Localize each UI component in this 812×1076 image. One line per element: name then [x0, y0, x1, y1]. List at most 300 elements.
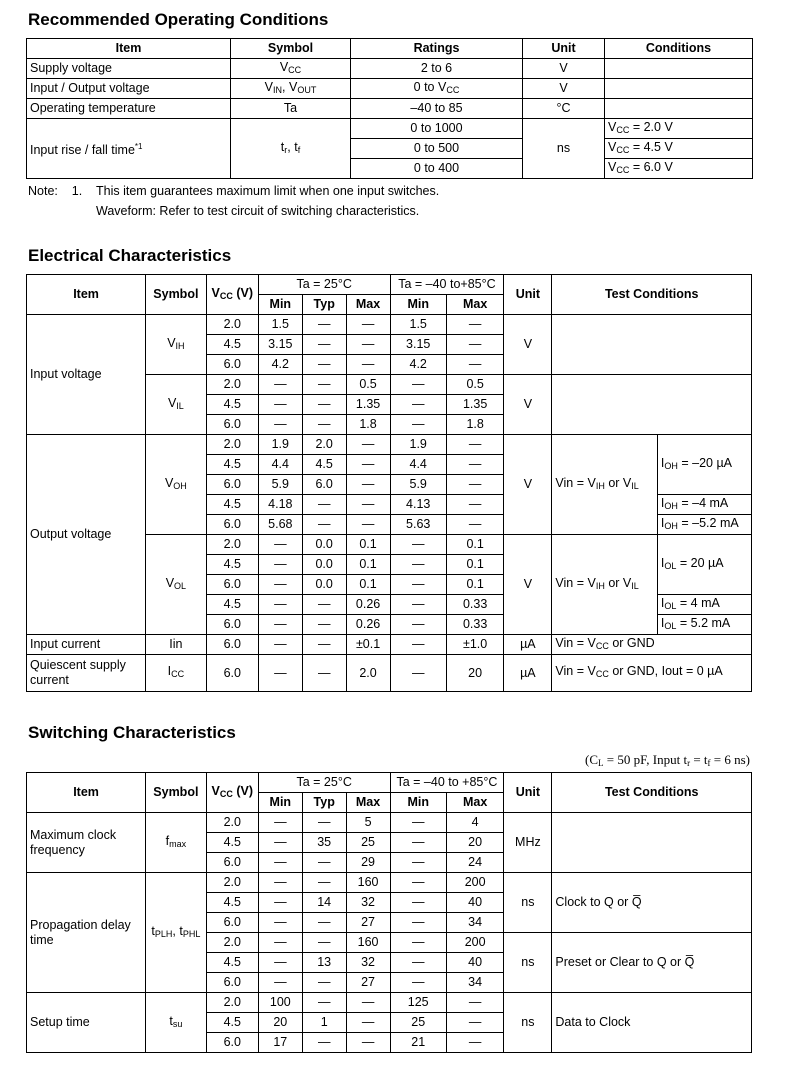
max-range-cell: 0.1 — [446, 535, 503, 555]
recommended-conditions-table — [26, 38, 753, 179]
unit-cell: V — [504, 435, 552, 535]
min-25-cell: 3.15 — [258, 335, 302, 355]
unit-cell: ns — [523, 119, 605, 179]
item-cell: Setup time — [27, 993, 146, 1053]
test-condition-cell: Vin = $V_{CC}$ or GND, Iout = 0 µA — [552, 655, 752, 692]
header-ta-range: Ta = –40 to +85°C — [390, 773, 504, 793]
vcc-cell: 6.0 — [206, 1033, 258, 1053]
min-25-cell: 1.9 — [258, 435, 302, 455]
vcc-cell: 6.0 — [206, 475, 258, 495]
min-range-cell: — — [390, 833, 446, 853]
min-range-cell: — — [390, 873, 446, 893]
min-25-cell: — — [258, 813, 302, 833]
symbol-cell: Iin — [146, 635, 207, 655]
item-cell: Operating temperature — [27, 99, 231, 119]
max-25-cell: 1.35 — [346, 395, 390, 415]
max-range-cell: 40 — [446, 953, 503, 973]
condition-cell: $V_{CC} = 2.0$ V — [605, 119, 753, 139]
typ-25-cell: — — [302, 973, 346, 993]
header-vcc-label: $V_{CC}$ (V) — [211, 285, 253, 301]
min-range-cell: — — [390, 813, 446, 833]
typ-25-cell: — — [302, 415, 346, 435]
header-item: Item — [27, 773, 146, 813]
typ-25-cell: — — [302, 993, 346, 1013]
min-25-cell: — — [258, 615, 302, 635]
header-unit: Unit — [504, 773, 552, 813]
max-25-cell: 5 — [346, 813, 390, 833]
max-25-cell: 0.5 — [346, 375, 390, 395]
max-range-cell: 1.8 — [446, 415, 503, 435]
symbol-cell: $V_{IN}$, $V_{OUT}$ — [231, 79, 351, 99]
vcc-cell: 4.5 — [206, 833, 258, 853]
test-condition-cell: Vin = $V_{IH}$ or $V_{IL}$ — [552, 435, 658, 535]
item-cell: Supply voltage — [27, 59, 231, 79]
header-max: Max — [346, 793, 390, 813]
unit-cell: V — [523, 59, 605, 79]
header-symbol: Symbol — [146, 275, 207, 315]
vcc-cell: 2.0 — [206, 315, 258, 335]
max-range-cell: ±1.0 — [446, 635, 503, 655]
symbol-cell: $t_{PLH}$, $t_{PHL}$ — [146, 873, 207, 993]
min-range-cell: 4.13 — [390, 495, 446, 515]
rating-cell: 0 to 1000 — [351, 119, 523, 139]
test-condition-cell — [552, 813, 752, 873]
typ-25-cell: — — [302, 913, 346, 933]
max-range-cell: 20 — [446, 833, 503, 853]
condition-cell: $V_{CC} = 4.5$ V — [605, 139, 753, 159]
min-25-cell: — — [258, 375, 302, 395]
header-test-conditions: Test Conditions — [552, 773, 752, 813]
typ-25-cell: — — [302, 375, 346, 395]
typ-25-cell: — — [302, 395, 346, 415]
min-range-cell: — — [390, 893, 446, 913]
min-range-cell: 1.9 — [390, 435, 446, 455]
symbol-cell: $V_{CC}$ — [231, 59, 351, 79]
symbol-cell: $V_{IL}$ — [146, 375, 207, 435]
max-25-cell: — — [346, 435, 390, 455]
table-row — [27, 655, 752, 692]
typ-25-cell: 35 — [302, 833, 346, 853]
switching-title: Switching Characteristics — [28, 723, 236, 742]
table-header-row — [27, 275, 752, 295]
electrical-characteristics-table — [26, 274, 752, 692]
max-25-cell: — — [346, 335, 390, 355]
vcc-cell: 2.0 — [206, 375, 258, 395]
typ-25-cell: 2.0 — [302, 435, 346, 455]
max-25-cell: — — [346, 495, 390, 515]
typ-25-cell: 13 — [302, 953, 346, 973]
typ-25-cell: — — [302, 335, 346, 355]
table-row — [27, 59, 753, 79]
note-line-1: This item guarantees maximum limit when one input switches. — [96, 184, 440, 198]
symbol-cell: $f_{max}$ — [146, 813, 207, 873]
header-ta-range: Ta = –40 to+85°C — [390, 275, 504, 295]
typ-25-cell: — — [302, 615, 346, 635]
typ-25-cell: — — [302, 813, 346, 833]
min-25-cell: 4.2 — [258, 355, 302, 375]
max-range-cell: 34 — [446, 973, 503, 993]
header-typ: Typ — [302, 793, 346, 813]
min-25-cell: — — [258, 913, 302, 933]
max-25-cell: 2.0 — [346, 655, 390, 692]
vcc-cell: 4.5 — [206, 953, 258, 973]
header-item: Item — [27, 39, 231, 59]
item-cell: Quiescent supply current — [27, 655, 146, 692]
test-condition-cell: Preset or Clear to Q or Q̅ — [552, 933, 752, 993]
unit-cell: V — [504, 375, 552, 435]
min-range-cell: 125 — [390, 993, 446, 1013]
typ-25-cell: — — [302, 315, 346, 335]
header-unit: Unit — [504, 275, 552, 315]
typ-25-cell: — — [302, 655, 346, 692]
header-ratings: Ratings — [351, 39, 523, 59]
typ-25-cell: 6.0 — [302, 475, 346, 495]
note-number: 1. — [71, 184, 83, 198]
condition-cell: $V_{CC} = 6.0$ V — [605, 159, 753, 179]
header-min: Min — [258, 793, 302, 813]
max-range-cell: 0.5 — [446, 375, 503, 395]
min-range-cell: — — [390, 575, 446, 595]
header-typ: Typ — [302, 295, 346, 315]
max-range-cell: 0.1 — [446, 555, 503, 575]
min-range-cell: 25 — [390, 1013, 446, 1033]
min-25-cell: — — [258, 833, 302, 853]
min-25-cell: — — [258, 655, 302, 692]
item-cell: Maximum clock frequency — [27, 813, 146, 873]
unit-cell: V — [504, 315, 552, 375]
symbol-cell: Ta — [231, 99, 351, 119]
max-range-cell: — — [446, 435, 503, 455]
max-range-cell: 4 — [446, 813, 503, 833]
min-25-cell: 20 — [258, 1013, 302, 1033]
header-symbol: Symbol — [231, 39, 351, 59]
note-line-2: Waveform: Refer to test circuit of switching characteristics. — [96, 204, 420, 218]
unit-cell: ns — [504, 933, 552, 993]
recommended-note — [28, 181, 439, 221]
min-25-cell: — — [258, 595, 302, 615]
vcc-cell: 6.0 — [206, 973, 258, 993]
sub-condition-cell: $I_{OL} = 5.2$ mA — [657, 615, 751, 635]
min-range-cell: — — [390, 913, 446, 933]
max-range-cell: — — [446, 335, 503, 355]
min-range-cell: — — [390, 615, 446, 635]
max-range-cell: — — [446, 515, 503, 535]
max-range-cell: 34 — [446, 913, 503, 933]
item-cell: Input current — [27, 635, 146, 655]
vcc-cell: 4.5 — [206, 395, 258, 415]
max-25-cell: 25 — [346, 833, 390, 853]
table-row — [27, 119, 753, 139]
min-range-cell: — — [390, 555, 446, 575]
symbol-cell: $V_{IH}$ — [146, 315, 207, 375]
item-cell: Input rise / fall time$^{*1}$ — [27, 119, 231, 179]
test-condition-cell: Data to Clock — [552, 993, 752, 1053]
min-range-cell: 5.9 — [390, 475, 446, 495]
max-25-cell: 32 — [346, 893, 390, 913]
condition-cell — [605, 59, 753, 79]
max-25-cell: — — [346, 1033, 390, 1053]
max-25-cell: 160 — [346, 873, 390, 893]
sub-condition-cell: $I_{OH} = -5.2$ mA — [657, 515, 751, 535]
vcc-cell: 6.0 — [206, 655, 258, 692]
max-range-cell: 20 — [446, 655, 503, 692]
header-conditions: Conditions — [605, 39, 753, 59]
vcc-cell: 6.0 — [206, 355, 258, 375]
max-25-cell: 0.1 — [346, 555, 390, 575]
note-label: Note: — [28, 184, 58, 198]
rating-cell: –40 to 85 — [351, 99, 523, 119]
typ-25-cell: — — [302, 873, 346, 893]
min-25-cell: 100 — [258, 993, 302, 1013]
typ-25-cell: — — [302, 495, 346, 515]
max-range-cell: — — [446, 475, 503, 495]
max-25-cell: 1.8 — [346, 415, 390, 435]
condition-cell — [605, 99, 753, 119]
min-range-cell: — — [390, 953, 446, 973]
sub-condition-cell: $I_{OH} = -4$ mA — [657, 495, 751, 515]
max-range-cell: — — [446, 355, 503, 375]
header-vcc — [206, 773, 258, 813]
typ-25-cell: — — [302, 515, 346, 535]
min-25-cell: — — [258, 933, 302, 953]
min-25-cell: — — [258, 853, 302, 873]
max-range-cell: 40 — [446, 893, 503, 913]
unit-cell: ns — [504, 993, 552, 1053]
header-min: Min — [390, 793, 446, 813]
max-range-cell: — — [446, 315, 503, 335]
min-range-cell: — — [390, 395, 446, 415]
header-ta25: Ta = 25°C — [258, 275, 390, 295]
min-range-cell: — — [390, 933, 446, 953]
vcc-cell: 2.0 — [206, 933, 258, 953]
max-range-cell: — — [446, 1033, 503, 1053]
vcc-cell: 4.5 — [206, 595, 258, 615]
min-25-cell: — — [258, 575, 302, 595]
max-25-cell: 32 — [346, 953, 390, 973]
min-range-cell: — — [390, 655, 446, 692]
max-25-cell: — — [346, 475, 390, 495]
min-25-cell: 4.18 — [258, 495, 302, 515]
symbol-cell: $V_{OH}$ — [146, 435, 207, 535]
unit-cell: °C — [523, 99, 605, 119]
max-25-cell: 27 — [346, 973, 390, 993]
min-range-cell: — — [390, 535, 446, 555]
max-range-cell: 24 — [446, 853, 503, 873]
min-25-cell: — — [258, 635, 302, 655]
table-row — [27, 635, 752, 655]
header-ta25: Ta = 25°C — [258, 773, 390, 793]
vcc-cell: 6.0 — [206, 853, 258, 873]
symbol-cell: $V_{OL}$ — [146, 535, 207, 635]
max-range-cell: 200 — [446, 873, 503, 893]
max-range-cell: — — [446, 455, 503, 475]
sub-condition-cell: $I_{OL} = 4$ mA — [657, 595, 751, 615]
vcc-cell: 6.0 — [206, 615, 258, 635]
header-min: Min — [258, 295, 302, 315]
min-25-cell: 5.68 — [258, 515, 302, 535]
max-range-cell: 0.1 — [446, 575, 503, 595]
test-condition-cell — [552, 315, 752, 375]
header-max: Max — [346, 295, 390, 315]
header-unit: Unit — [523, 39, 605, 59]
typ-25-cell: 14 — [302, 893, 346, 913]
min-range-cell: 21 — [390, 1033, 446, 1053]
item-cell: Input voltage — [27, 315, 146, 435]
min-range-cell: 4.2 — [390, 355, 446, 375]
min-25-cell: — — [258, 415, 302, 435]
max-25-cell: — — [346, 993, 390, 1013]
max-25-cell: 0.26 — [346, 595, 390, 615]
vcc-cell: 4.5 — [206, 893, 258, 913]
typ-25-cell: 1 — [302, 1013, 346, 1033]
max-range-cell: — — [446, 993, 503, 1013]
switching-characteristics-table — [26, 772, 752, 1053]
max-range-cell: — — [446, 1013, 503, 1033]
typ-25-cell: 4.5 — [302, 455, 346, 475]
sub-condition-cell: $I_{OH} = -20$ µA — [657, 435, 751, 495]
header-max: Max — [446, 295, 503, 315]
max-25-cell: 0.26 — [346, 615, 390, 635]
typ-25-cell: — — [302, 1033, 346, 1053]
min-25-cell: 4.4 — [258, 455, 302, 475]
typ-25-cell: — — [302, 635, 346, 655]
rating-cell: 2 to 6 — [351, 59, 523, 79]
switching-condition-note: ($C_L = 50$ pF, Input $t_r = t_f = 6$ ns) — [584, 752, 750, 768]
vcc-cell: 4.5 — [206, 555, 258, 575]
table-row — [27, 435, 752, 455]
table-row — [27, 993, 752, 1013]
max-range-cell: 1.35 — [446, 395, 503, 415]
vcc-cell: 6.0 — [206, 635, 258, 655]
min-range-cell: — — [390, 853, 446, 873]
typ-25-cell: — — [302, 355, 346, 375]
rating-cell: 0 to 400 — [351, 159, 523, 179]
vcc-cell: 2.0 — [206, 813, 258, 833]
max-25-cell: — — [346, 515, 390, 535]
unit-cell: ns — [504, 873, 552, 933]
test-condition-cell: Vin = $V_{IH}$ or $V_{IL}$ — [552, 535, 658, 635]
rating-cell: 0 to 500 — [351, 139, 523, 159]
max-25-cell: — — [346, 315, 390, 335]
typ-25-cell: 0.0 — [302, 555, 346, 575]
item-cell: Output voltage — [27, 435, 146, 635]
vcc-cell: 6.0 — [206, 415, 258, 435]
max-25-cell: 0.1 — [346, 535, 390, 555]
vcc-cell: 6.0 — [206, 575, 258, 595]
max-25-cell: — — [346, 1013, 390, 1033]
max-range-cell: 0.33 — [446, 615, 503, 635]
table-row — [27, 873, 752, 893]
max-25-cell: 160 — [346, 933, 390, 953]
min-range-cell: — — [390, 595, 446, 615]
min-25-cell: 17 — [258, 1033, 302, 1053]
rating-cell: 0 to $V_{CC}$ — [351, 79, 523, 99]
header-vcc-label: $V_{CC}$ (V) — [211, 783, 253, 799]
min-range-cell: — — [390, 973, 446, 993]
min-25-cell: — — [258, 535, 302, 555]
unit-cell: V — [504, 535, 552, 635]
table-row — [27, 813, 752, 833]
min-range-cell: — — [390, 375, 446, 395]
vcc-cell: 4.5 — [206, 495, 258, 515]
electrical-title: Electrical Characteristics — [28, 246, 232, 265]
min-range-cell: 3.15 — [390, 335, 446, 355]
max-25-cell: ±0.1 — [346, 635, 390, 655]
max-range-cell: — — [446, 495, 503, 515]
typ-25-cell: — — [302, 853, 346, 873]
max-25-cell: 0.1 — [346, 575, 390, 595]
test-condition-cell: Vin = $V_{CC}$ or GND — [552, 635, 752, 655]
min-range-cell: 1.5 — [390, 315, 446, 335]
min-range-cell: — — [390, 635, 446, 655]
unit-cell: µA — [504, 635, 552, 655]
vcc-cell: 4.5 — [206, 335, 258, 355]
min-25-cell: 5.9 — [258, 475, 302, 495]
min-range-cell: — — [390, 415, 446, 435]
unit-cell: V — [523, 79, 605, 99]
sub-condition-cell: $I_{OL} = 20$ µA — [657, 535, 751, 595]
table-header-row — [27, 39, 753, 59]
min-25-cell: — — [258, 953, 302, 973]
unit-cell: MHz — [504, 813, 552, 873]
min-25-cell: — — [258, 555, 302, 575]
vcc-cell: 4.5 — [206, 1013, 258, 1033]
table-row — [27, 315, 752, 335]
header-min: Min — [390, 295, 446, 315]
condition-cell — [605, 79, 753, 99]
min-25-cell: — — [258, 973, 302, 993]
symbol-cell: $t_r$, $t_f$ — [231, 119, 351, 179]
min-25-cell: — — [258, 873, 302, 893]
max-25-cell: 29 — [346, 853, 390, 873]
vcc-cell: 2.0 — [206, 873, 258, 893]
vcc-cell: 2.0 — [206, 435, 258, 455]
min-range-cell: 5.63 — [390, 515, 446, 535]
min-25-cell: — — [258, 395, 302, 415]
header-vcc — [206, 275, 258, 315]
max-25-cell: — — [346, 455, 390, 475]
min-25-cell: — — [258, 893, 302, 913]
max-25-cell: 27 — [346, 913, 390, 933]
table-header-row — [27, 773, 752, 793]
header-symbol: Symbol — [146, 773, 207, 813]
vcc-cell: 4.5 — [206, 455, 258, 475]
item-cell: Input / Output voltage — [27, 79, 231, 99]
header-test-conditions: Test Conditions — [552, 275, 752, 315]
typ-25-cell: 0.0 — [302, 575, 346, 595]
symbol-cell: $t_{su}$ — [146, 993, 207, 1053]
test-condition-cell — [552, 375, 752, 435]
max-range-cell: 0.33 — [446, 595, 503, 615]
min-25-cell: 1.5 — [258, 315, 302, 335]
typ-25-cell: — — [302, 933, 346, 953]
min-range-cell: 4.4 — [390, 455, 446, 475]
header-item: Item — [27, 275, 146, 315]
typ-25-cell: 0.0 — [302, 535, 346, 555]
table-row — [27, 79, 753, 99]
unit-cell: µA — [504, 655, 552, 692]
test-condition-cell: Clock to Q or Q̅ — [552, 873, 752, 933]
table-row — [27, 99, 753, 119]
recommended-title: Recommended Operating Conditions — [28, 10, 329, 29]
symbol-cell: $I_{CC}$ — [146, 655, 207, 692]
item-cell: Propagation delay time — [27, 873, 146, 993]
typ-25-cell: — — [302, 595, 346, 615]
vcc-cell: 6.0 — [206, 913, 258, 933]
max-25-cell: — — [346, 355, 390, 375]
max-range-cell: 200 — [446, 933, 503, 953]
vcc-cell: 2.0 — [206, 535, 258, 555]
